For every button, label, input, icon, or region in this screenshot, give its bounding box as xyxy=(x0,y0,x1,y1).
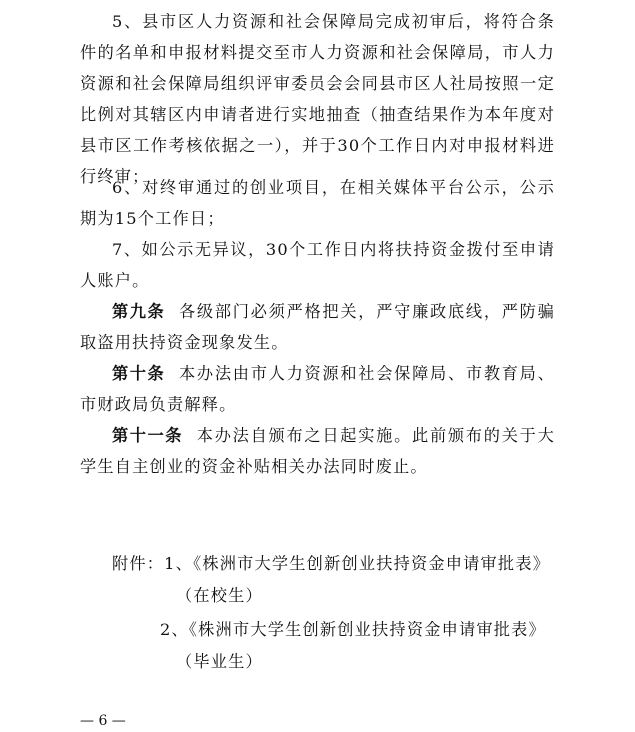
article-10-text: 本办法由市人力资源和社会保障局、市教育局、市财政局负责解释。 xyxy=(80,364,555,414)
attachment-1 xyxy=(112,548,550,579)
paragraph-item-6 xyxy=(80,172,555,234)
article-10-title: 第十条 xyxy=(112,364,166,383)
item-5-text: 5、县市区人力资源和社会保障局完成初审后，将符合条件的名单和申报材料提交至市人力资源和社会保障局，市人力资源和社会保障局组织评审委员会会同县市区人社局按照一定比例对其辖区内申请者进行实地抽查（抽查结果作为本年度对县市区工作考核依据之一），并于30个工作日内对申报材料进行终审； xyxy=(80,12,555,186)
paragraph-item-5 xyxy=(80,6,555,192)
attachment-2 xyxy=(160,614,546,645)
attachment-prefix: 附件： xyxy=(112,554,165,573)
article-11-text: 本办法自颁布之日起实施。此前颁布的关于大学生自主创业的资金补贴相关办法同时废止。 xyxy=(80,426,555,476)
article-10 xyxy=(80,358,555,420)
article-11 xyxy=(80,420,555,482)
item-6-text: 6、对终审通过的创业项目，在相关媒体平台公示，公示期为15个工作日； xyxy=(80,178,555,228)
article-9-title: 第九条 xyxy=(112,302,166,321)
attachment-1-note: （在校生） xyxy=(176,586,263,605)
article-9-text: 各级部门必须严格把关，严守廉政底线，严防骗取盗用扶持资金现象发生。 xyxy=(80,302,555,352)
attachment-2-note: （毕业生） xyxy=(176,652,263,671)
attachment-1-title: 1、《株洲市大学生创新创业扶持资金申请审批表》 xyxy=(164,554,551,573)
article-9 xyxy=(80,296,555,358)
paragraph-item-7 xyxy=(80,234,555,296)
page-number: — 6 — xyxy=(80,713,126,729)
item-7-text: 7、如公示无异议，30个工作日内将扶持资金拨付至申请人账户。 xyxy=(80,240,555,290)
article-11-title: 第十一条 xyxy=(112,426,183,445)
attachment-2-title: 2、《株洲市大学生创新创业扶持资金申请审批表》 xyxy=(160,620,546,639)
